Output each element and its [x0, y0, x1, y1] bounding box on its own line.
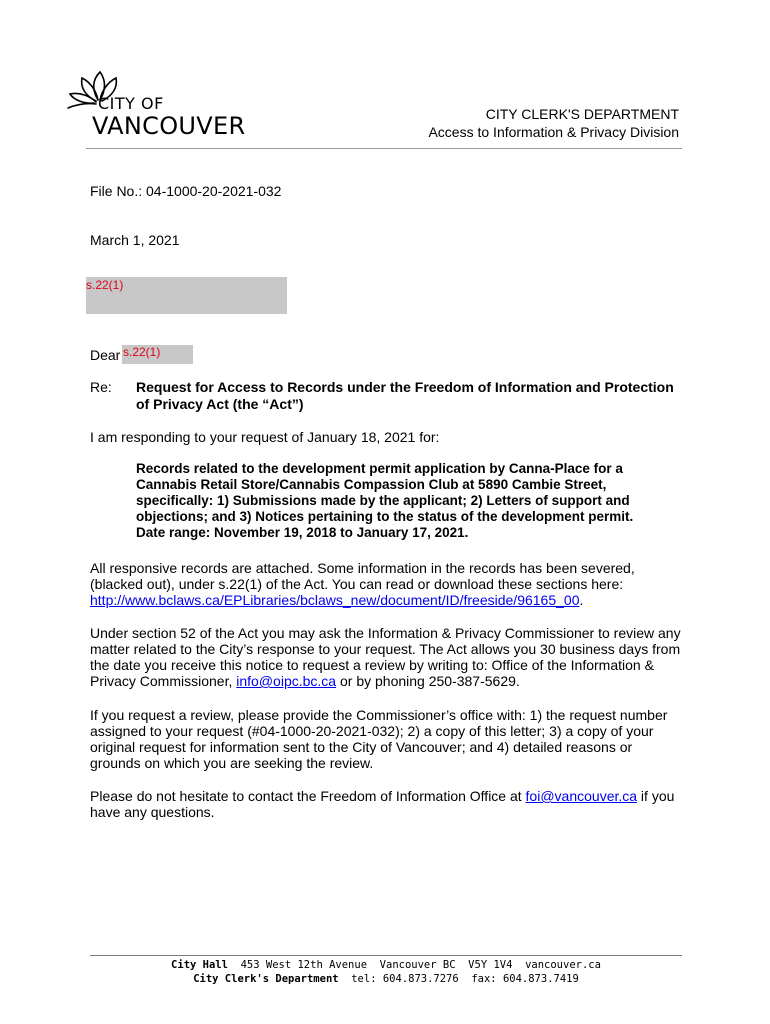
paragraph-review-instructions — [90, 707, 690, 771]
footer-phone-text: tel: 604.873.7276 fax: 604.873.7419 — [338, 973, 579, 985]
logo-city-of: CITY OF — [98, 94, 164, 113]
foi-email-link[interactable]: foi@vancouver.ca — [525, 788, 638, 804]
request-line: objections; and 3) Notices pertaining to the status of the development permit. — [136, 509, 634, 524]
department-header — [428, 105, 679, 141]
paragraph-contact — [90, 788, 690, 820]
text-fragment: Privacy Commissioner, — [90, 673, 237, 689]
salutation: Dear — [90, 347, 121, 363]
address-redaction-label: s.22(1) — [86, 278, 124, 292]
logo-vancouver: VANCOUVER — [92, 112, 246, 140]
request-line: specifically: 1) Submissions made by the applicant; 2) Letters of support and — [136, 493, 630, 508]
re-subject-line-1: Request for Access to Records under the Freedom of Information and Protection — [136, 379, 674, 395]
file-number: File No.: 04-1000-20-2021-032 — [90, 183, 282, 199]
footer-divider — [90, 955, 682, 956]
text-fragment: if you — [637, 788, 675, 804]
salutation-redaction-label: s.22(1) — [123, 345, 161, 359]
paragraph-line: All responsive records are attached. Some information in the records has been severed, — [90, 560, 635, 576]
letter-date: March 1, 2021 — [90, 232, 180, 248]
paragraph-line — [90, 673, 690, 689]
intro-text: I am responding to your request of January 18, 2021 for: — [90, 429, 440, 445]
header-divider — [86, 148, 682, 149]
paragraph-line — [90, 788, 690, 804]
paragraph-line: the date you receive this notice to request a review by writing to: Office of the Information & — [90, 657, 654, 673]
paragraph-line: assigned to your request (#04-1000-20-2021-032); 2) a copy of this letter; 3) a copy of your — [90, 723, 654, 739]
paragraph-line: If you request a review, please provide the Commissioner’s office with: 1) the request number — [90, 707, 668, 723]
text-fragment: Please do not hesitate to contact the Freedom of Information Office at — [90, 788, 526, 804]
bclaws-link[interactable]: http://www.bclaws.ca/EPLibraries/bclaws_new/document/ID/freeside/96165_00 — [90, 592, 580, 608]
footer-contact — [90, 972, 682, 986]
re-subject-line-2: of Privacy Act (the “Act”) — [136, 396, 304, 412]
footer-city-hall: City Hall — [171, 959, 228, 971]
request-line: Date range: November 19, 2018 to January 17, 2021. — [136, 525, 469, 540]
paragraph-line: original request for information sent to the City of Vancouver; and 4) detailed reasons or — [90, 739, 633, 755]
paragraph-line: matter related to the City’s response to your request. The Act allows you 30 business days from — [90, 641, 681, 657]
paragraph-records — [90, 560, 690, 608]
paragraph-line: Under section 52 of the Act you may ask the Information & Privacy Commissioner to review any — [90, 625, 681, 641]
footer-address — [90, 958, 682, 972]
link-period: . — [579, 592, 584, 608]
paragraph-line — [90, 592, 690, 608]
paragraph-review-rights — [90, 625, 690, 689]
paragraph-line: have any questions. — [90, 804, 215, 820]
request-description — [136, 461, 633, 541]
re-label: Re: — [90, 379, 112, 395]
paragraph-line: (blacked out), under s.22(1) of the Act. You can read or download these sections here: — [90, 576, 624, 592]
division-name: Access to Information & Privacy Division — [428, 124, 679, 140]
footer-dept: City Clerk's Department — [193, 973, 339, 985]
city-of-vancouver-logo — [66, 70, 256, 142]
request-line: Cannabis Retail Store/Cannabis Compassion Club at 5890 Cambie Street, — [136, 477, 607, 492]
footer-address-text: 453 West 12th Avenue Vancouver BC V5Y 1V4 vancouver.ca — [227, 959, 601, 971]
paragraph-line: grounds on which you are seeking the review. — [90, 755, 374, 771]
department-name: CITY CLERK'S DEPARTMENT — [485, 106, 679, 122]
request-line: Records related to the development permit application by Canna-Place for a — [136, 461, 623, 476]
oipc-email-link[interactable]: info@oipc.bc.ca — [236, 673, 337, 689]
text-fragment: or by phoning 250-387-5629. — [336, 673, 520, 689]
